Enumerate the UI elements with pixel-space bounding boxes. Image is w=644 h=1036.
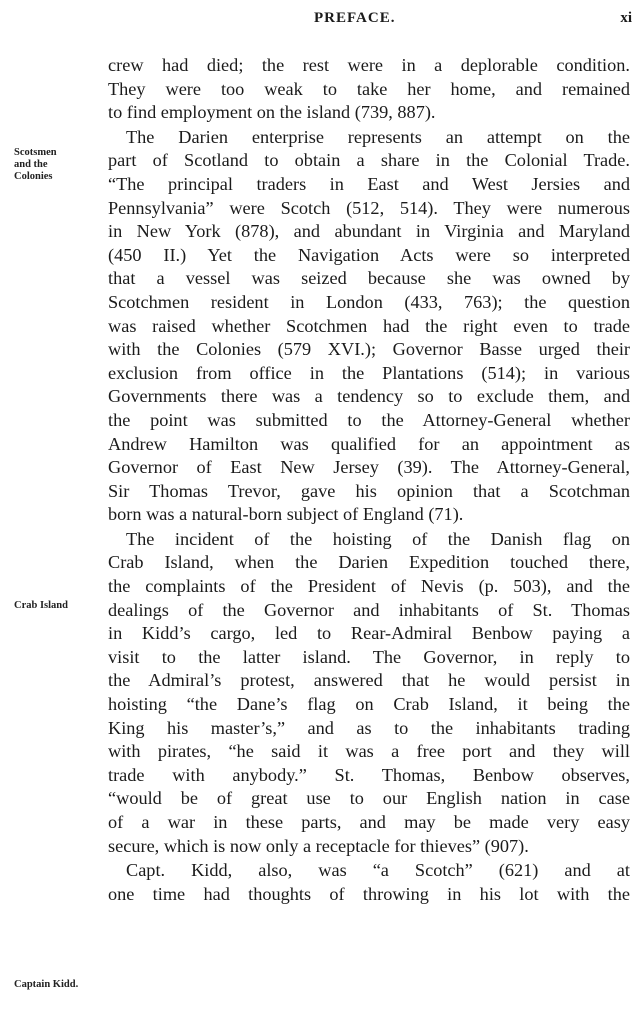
side-note-line: Crab Island xyxy=(14,600,68,611)
text-line: in Kidd’s cargo, led to Rear-Admiral Benbow paying a xyxy=(108,623,630,644)
text-line: They were too weak to take her home, and remained xyxy=(108,78,630,99)
text-line: with pirates, “he said it was a free port and they will xyxy=(108,741,630,762)
text-line: hoisting “the Dane’s flag on Crab Island, it being the xyxy=(108,694,630,715)
text-line: that a vessel was seized because she was owned by xyxy=(108,268,630,289)
side-note-captain-kidd xyxy=(14,979,78,991)
text-line: Crab Island, when the Darien Expedition touched there, xyxy=(108,552,630,573)
text-line: born was a natural-born subject of England (71). xyxy=(108,504,464,525)
text-line: in New York (878), and abundant in Virginia and Maryland xyxy=(108,221,630,242)
paragraph-1 xyxy=(108,54,630,125)
text-line: Andrew Hamilton was qualified for an appointment as xyxy=(108,433,630,454)
text-line: part of Scotland to obtain a share in the Colonial Trade. xyxy=(108,150,630,171)
page-number: xi xyxy=(620,10,632,26)
text-line: Scotchmen resident in London (433, 763); the question xyxy=(108,291,630,312)
text-line: dealings of the Governor and inhabitants of St. Thomas xyxy=(108,599,630,620)
text-line: with the Colonies (579 XVI.); Governor Basse urged their xyxy=(108,339,630,360)
text-line: “The principal traders in East and West Jersies and xyxy=(108,173,630,194)
text-line: Governor of East New Jersey (39). The Attorney-General, xyxy=(108,457,630,478)
text-line: The incident of the hoisting of the Danish flag on xyxy=(126,528,630,549)
text-line: Governments there was a tendency so to exclude them, and xyxy=(108,386,630,407)
text-line: The Darien enterprise represents an attempt on the xyxy=(126,126,630,147)
text-line: was raised whether Scotchmen had the right even to trade xyxy=(108,315,630,336)
text-line: one time had thoughts of throwing in his lot with the xyxy=(108,883,630,904)
text-line: crew had died; the rest were in a deplorable condition. xyxy=(108,55,630,75)
side-note-line: Colonies xyxy=(14,171,53,182)
text-line: “would be of great use to our English nation in case xyxy=(108,788,630,809)
side-note-scotsmen xyxy=(14,147,57,183)
text-line: trade with anybody.” St. Thomas, Benbow observes, xyxy=(108,764,630,785)
text-line: Capt. Kidd, also, was “a Scotch” (621) and at xyxy=(126,860,630,881)
text-line: King his master’s,” and as to the inhabitants trading xyxy=(108,717,630,738)
text-line: the Admiral’s protest, answered that he would persist in xyxy=(108,670,630,691)
body-text xyxy=(108,54,630,906)
text-line: the point was submitted to the Attorney-General whether xyxy=(108,409,630,430)
side-note-crab-island xyxy=(14,600,68,612)
side-note-line: and the xyxy=(14,159,48,170)
page-header xyxy=(0,8,644,32)
paragraph-3 xyxy=(108,528,630,858)
text-line: Sir Thomas Trevor, gave his opinion that a Scotchman xyxy=(108,480,630,501)
text-line: visit to the latter island. The Governor, in reply to xyxy=(108,646,630,667)
paragraph-2 xyxy=(108,126,630,527)
paragraph-4 xyxy=(108,859,630,906)
side-note-line: Captain Kidd. xyxy=(14,979,79,990)
running-title: PREFACE. xyxy=(314,10,396,26)
text-line: secure, which is now only a receptacle for thieves” (907). xyxy=(108,835,529,856)
text-line: (450 II.) Yet the Navigation Acts were so interpreted xyxy=(108,244,630,265)
side-note-line: Scotsmen xyxy=(14,147,57,158)
text-line: to find employment on the island (739, 887). xyxy=(108,102,436,123)
text-line: exclusion from office in the Plantations (514); in various xyxy=(108,362,630,383)
text-line: Pennsylvania” were Scotch (512, 514). They were numerous xyxy=(108,197,630,218)
text-line: of a war in these parts, and may be made very easy xyxy=(108,812,630,832)
text-line: the complaints of the President of Nevis (p. 503), and the xyxy=(108,576,630,597)
